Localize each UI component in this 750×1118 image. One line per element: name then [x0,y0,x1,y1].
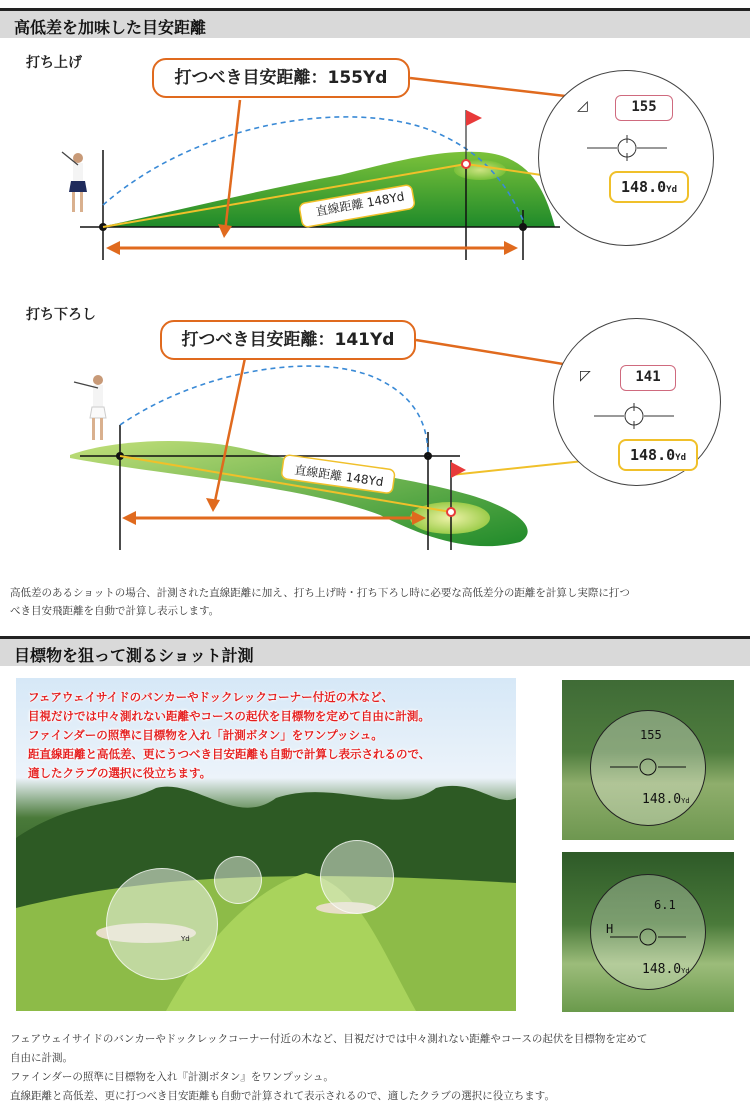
thumbnail-1-unit: Yd [681,797,690,805]
photo-scope-large [106,868,218,980]
target-measure-description [10,1030,745,1106]
thumbnail-1-bottom-readout [642,792,690,807]
section-title: 高低差を加味した目安距離 [14,18,207,37]
uphill-scope-adjusted-readout: 155 [615,95,673,121]
downhill-label: 打ち下ろし [26,307,96,323]
section-header-target-measure [0,636,750,666]
uphill-line-distance-label: 直線距離 148Yd [314,189,406,219]
uphill-scope-line-value: 148.0 [621,178,667,196]
uphill-target-distance-callout: 打つべき目安距離：155Yd [152,58,410,98]
downhill-scope-unit: Yd [675,453,686,463]
rangefinder-thumbnail-2 [562,852,734,1012]
thumbnail-1-top-readout: 155 [640,728,662,742]
section-title: 目標物を狙って測るショット計測 [14,646,254,665]
crosshair-icon [594,401,674,431]
elevation-description [10,584,740,620]
golfer-figure [74,375,106,440]
description-line: 直線距離と高低差、更に打つべき目安距離も自動で計算されて表示されるので、適したクラブの選択に役立ちます。 [10,1090,555,1102]
crosshair-icon [610,924,686,950]
downhill-line-distance-label: 直線距離 148Yd [293,462,385,490]
description-line: 自由に計測。 [10,1052,73,1064]
crosshair-icon [610,754,686,780]
photo-text-line: 距直線距離と高低差、更にうつべき目安距離も自動で計算し表示されるので、 [28,747,431,761]
photo-text-line: 目視だけでは中々測れない距離やコースの起伏を目標物を定めて自由に計測。 [28,709,430,723]
photo-text-line: フェアウェイサイドのバンカーやドックレックコーナー付近の木など、 [28,690,394,704]
description-line: フェアウェイサイドのバンカーやドックレックコーナー付近の木など、目視だけでは中々測れない距離やコースの起伏を目標物を定めて [10,1033,648,1045]
downhill-scope-line-value: 148.0 [630,446,676,464]
photo-scope-right [320,840,394,914]
downhill-scope-line-readout [618,439,698,471]
thumbnail-2-unit: Yd [681,967,690,975]
description-line: べき目安飛距離を自動で計算し表示します。 [10,605,220,617]
thumbnail-2-bottom-readout [642,962,690,977]
photo-scope-unit: Yd [181,935,190,943]
section-header-elevation [0,8,750,38]
downhill-angle-icon: ◸ [580,368,591,384]
photo-overlay-text [28,688,508,783]
uphill-angle-icon: ◿ [577,98,588,114]
thumbnail-2-bottom-value: 148.0 [642,962,682,977]
uphill-rangefinder-view [538,70,714,246]
downhill-rangefinder-view [553,318,721,486]
golfer-figure [62,152,87,212]
downhill-scope-adjusted-readout: 141 [620,365,676,391]
thumbnail-1-bottom-value: 148.0 [642,792,682,807]
description-line: ファインダーの照準に目標物を入れ『計測ボタン』をワンプッシュ。 [10,1071,334,1083]
photo-scope-small [214,856,262,904]
uphill-scope-unit: Yd [666,185,677,195]
downhill-target-distance-callout: 打つべき目安距離：141Yd [160,320,416,360]
thumbnail-2-top-readout: 6.1 [654,898,676,912]
photo-text-line: ファインダーの照準に目標物を入れ「計測ボタン」をワンプッシュ。 [28,728,383,742]
rangefinder-thumbnail-1 [562,680,734,840]
crosshair-icon [587,133,667,163]
description-line: 高低差のあるショットの場合、計測された直線距離に加え、打ち上げ時・打ち下ろし時に必要な高低差分の距離を計算し実際に打つ [10,587,630,599]
uphill-label: 打ち上げ [26,55,82,71]
uphill-scope-line-readout [609,171,689,203]
photo-text-line: 適したクラブの選択に役立ちます。 [28,766,212,780]
thumbnail-2-left-readout: H [606,922,614,936]
